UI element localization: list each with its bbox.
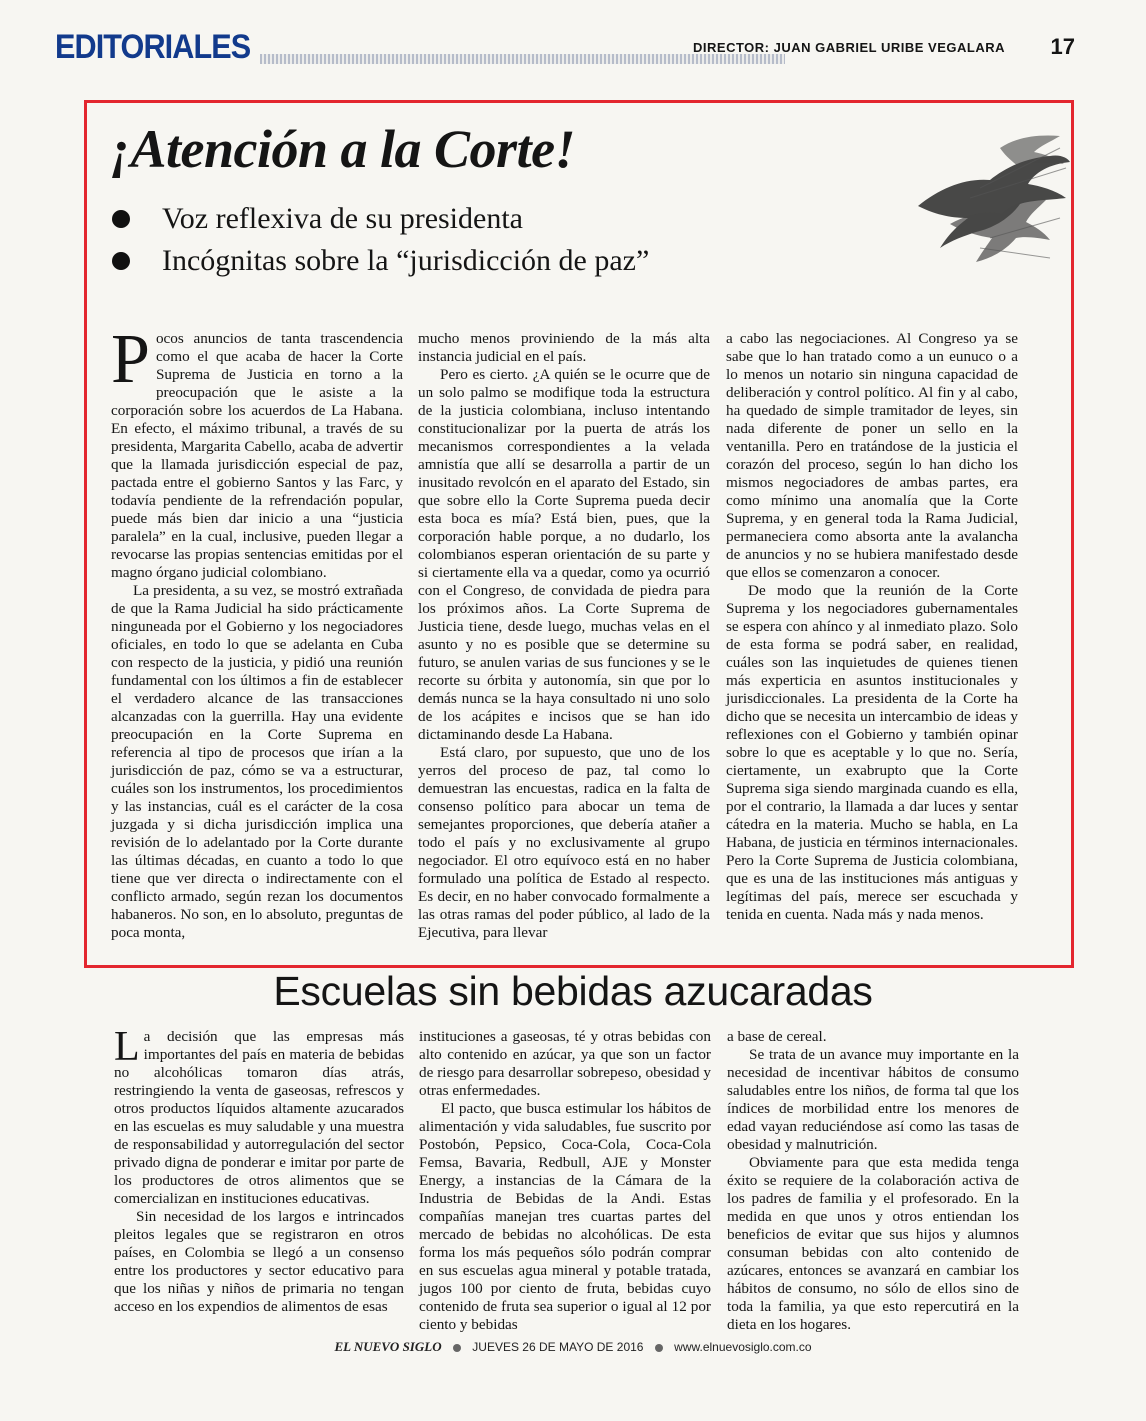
page-number: 17	[1050, 34, 1075, 59]
editorial-bullets	[112, 198, 649, 282]
second-headline: Escuelas sin bebidas azucaradas	[273, 968, 873, 1014]
website-url: www.elnuevosiglo.com.co	[674, 1340, 812, 1354]
paragraph: a cabo las negociaciones. Al Congreso ya se sabe que lo han tratado como a un eunuco o a lo menos un notario sin ninguna capacidad de deliberación y control político. Al fin y al cabo, ha quedado de simple tramitador de leyes, sin nada diferente de poner un sello en la ventanilla. Pero en tratándose de la justicia el corazón del proceso, según lo han dicho los mismos negociadores de ambas partes, era como mínimo una anomalía que la Corte Suprema, y en general toda la Rama Judicial, permaneciera como absorta ante la avalancha de anuncios y no se hubiera manifestado desde que ellos se comenzaron a conocer.	[726, 330, 1018, 581]
bullet-text: Voz reflexiva de su presidenta	[162, 202, 523, 235]
separator-dot-icon	[453, 1344, 461, 1352]
paragraph: Está claro, por supuesto, que uno de los yerros del proceso de paz, tal como lo demuestran las encuestas, radica en la falta de consenso político para abocar un tema de semejantes proporciones, que debería atañer a todo el país y no exclusivamente al grupo negociador. El otro equívoco está en no haber formulado una política de Estado al respecto. Es decir, en no haber convocado formalmente a las otras ramas del poder público, al lado de la Ejecutiva, para llevar	[418, 744, 710, 941]
second-column-2	[419, 1028, 711, 1333]
filled-circle-icon	[112, 210, 130, 228]
paragraph: instituciones a gaseosas, té y otras bebidas con alto contenido en azúcar, ya que son un factor de riesgo para desarrollar sobrepeso, obesidad y otras enfermedades.	[419, 1028, 711, 1099]
director-credit: DIRECTOR: JUAN GABRIEL URIBE VEGALARA	[693, 40, 1005, 55]
paragraph: Se trata de un avance muy importante en la necesidad de incentivar hábitos de consumo saludables entre los niños, de forma tal que los índices de morbilidad entre los menores de edad vayan reduciéndose así como las tasas de obesidad y malnutrición.	[727, 1046, 1019, 1153]
publication-name: EL NUEVO SIGLO	[334, 1339, 442, 1354]
editorial-column-1	[111, 321, 403, 950]
paragraph: La presidenta, a su vez, se mostró extrañada de que la Rama Judicial ha sido prácticamente ninguneada por el Gobierno y los negociadores oficiales, en todo lo que se adelanta en Cuba con respecto de la justicia, y pidió una reunión fundamental con los últimos a fin de establecer el verdadero alcance de las transacciones alcanzadas con la guerrilla. Hay una evidente preocupación en la Corte Suprema en referencia al tipo de procesos que irían a la jurisdicción de paz, cómo se va a estructurar, cuáles son los instrumentos, los procedimientos y las instancias, cuál es el carácter de la cosa juzgada y si dicha jurisdicción implica una revisión de lo adelantado por la Corte durante las últimas décadas, en cuanto a todo lo que tiene que ver directa o indirectamente con el conflicto armado, según rezan los documentos habaneros. No son, en lo absoluto, preguntas de poca monta,	[111, 582, 403, 941]
masthead-rule	[260, 54, 785, 64]
editorial-column-2	[418, 330, 710, 950]
paragraph: a base de cereal.	[727, 1028, 827, 1045]
section-title: EDITORIALES	[55, 28, 251, 66]
paragraph: De modo que la reunión de la Corte Suprema y los negociadores gubernamentales se espera con ahínco y al inmediato plazo. Solo de esta forma se podrá saber, en realidad, cuáles son las inquietudes de quienes tienen más experticia en asuntos institucionales y jurisdiccionales. La presidenta de la Corte ha dicho que se necesita un intercambio de ideas y reflexiones con el Gobierno y también opinar sobre lo que es aceptable y lo que no. Sería, ciertamente, un exabrupto que la Corte Suprema siga siendo marginada cuando es ella, por el contrario, la llamada a dar luces y sentar cátedra en la materia. Mucho se habla, en La Habana, de justicia en términos internacionales. Pero la Corte Suprema de Justicia colombiana, que es una de las instituciones más antiguas y legítimas del país, merece ser escuchada y tenida en cuenta. Nada más y nada menos.	[726, 582, 1018, 923]
bullet-item	[112, 198, 649, 240]
paragraph: Sin necesidad de los largos e intrincados pleitos legales que se registraron en otros países, en Colombia se llegó a un consenso entre los productores y sector educativo para que los niñas y niños de primaria no tengan acceso en los expendios de alimentos de esas	[114, 1208, 404, 1315]
drop-cap: P	[111, 321, 150, 398]
bullet-text: Incógnitas sobre la “jurisdicción de paz”	[162, 244, 650, 277]
second-column-3	[727, 1028, 1019, 1333]
paragraph: Pero es cierto. ¿A quién se le ocurre que de un solo palmo se modifique toda la estructura de la justicia colombiana, incluso intentando constitucionalizar por la puerta de atrás los mecanismos correspondientes a la velada amnistía que allí se desarrolla a partir de un inusitado revolcón en el aparato del Estado, sin que sobre ello la Corte Suprema pueda decir esta boca es mía? Está bien, pues, que la corporación hable porque, a no dudarlo, los colombianos esperan orientación de su parte y si ciertamente ella va a quedar, como ya ocurrió con el Congreso, de convidada de piedra para los próximos años. La Corte Suprema de Justicia tiene, desde luego, muchas velas en el asunto y no es posible que se determine su futuro, se anulen varias de sus funciones y se le recorte su órbita y autonomía, sin que por lo demás nunca se la haya consultado ni uno solo de los acápites e incisos que se han ido dictaminando desde La Habana.	[418, 366, 710, 743]
second-column-1	[114, 1024, 404, 1328]
page-footer	[0, 1339, 1146, 1355]
bullet-item	[112, 240, 649, 282]
horses-illustration	[910, 128, 1070, 278]
filled-circle-icon	[112, 252, 130, 270]
editorial-headline: ¡Atención a la Corte!	[110, 119, 576, 179]
paragraph: Pocos anuncios de tanta trascendencia como el que acaba de hacer la Corte Suprema de Justicia en torno a la preocupación que le asiste a la corporación sobre los acuerdos de La Habana. En efecto, el máximo tribunal, a través de su presidenta, Margarita Cabello, acaba de advertir que la llamada jurisdicción especial de paz, pactada entre el gobierno Santos y las Farc, y todavía pendiente de la refrendación popular, puede más bien dar inicio a una “justicia paralela” en la cual, inclusive, pueden llegar a revocarse las propias sentencias emitidas por el magno órgano judicial colombiano.	[111, 321, 403, 581]
drop-cap: L	[114, 1024, 140, 1070]
paragraph: El pacto, que busca estimular los hábitos de alimentación y vida saludables, fue suscrito por Postobón, Pepsico, Coca-Cola, Coca-Cola Femsa, Bavaria, Redbull, AJE y Monster Energy, a instancias de la Cámara de la Industria de Bebidas de la Andi. Estas compañías manejan tres cuartas partes del mercado de bebidas no alcohólicas. De esta forma los más pequeños sólo podrán comprar en sus escuelas agua mineral y potable tratada, jugos 100 por ciento de fruta, bebidas cuyo contenido de fruta sea superior o igual al 12 por ciento y bebidas	[419, 1100, 711, 1333]
paragraph: La decisión que las empresas más importantes del país en materia de bebidas no alcohólicas tomaron días atrás, restringiendo la venta de gaseosas, refrescos y otros productos líquidos altamente azucarados en las escuelas es muy saludable y una muestra de responsabilidad y autorregulación del sector privado digna de ponderar e imitar por parte de los productores de otros alimentos que se comercializan en instituciones educativas.	[114, 1024, 404, 1207]
masthead	[55, 28, 1075, 70]
editorial-column-3	[726, 330, 1018, 950]
paragraph: Obviamente para que esta medida tenga éxito se requiere de la colaboración activa de los padres de familia y el profesorado. En la medida en que unos y otros entiendan los beneficios de evitar que sus hijos y alumnos consuman bebidas con alto contenido de azúcares, entonces se avanzará en cambiar los hábitos de consumo, no sólo de ellos sino de toda la familia, ya que esto repercutirá en la dieta en los hogares.	[727, 1154, 1019, 1333]
issue-date: JUEVES 26 DE MAYO DE 2016	[472, 1340, 644, 1354]
paragraph: mucho menos proviniendo de la más alta instancia judicial en el país.	[418, 330, 710, 365]
separator-dot-icon	[655, 1344, 663, 1352]
